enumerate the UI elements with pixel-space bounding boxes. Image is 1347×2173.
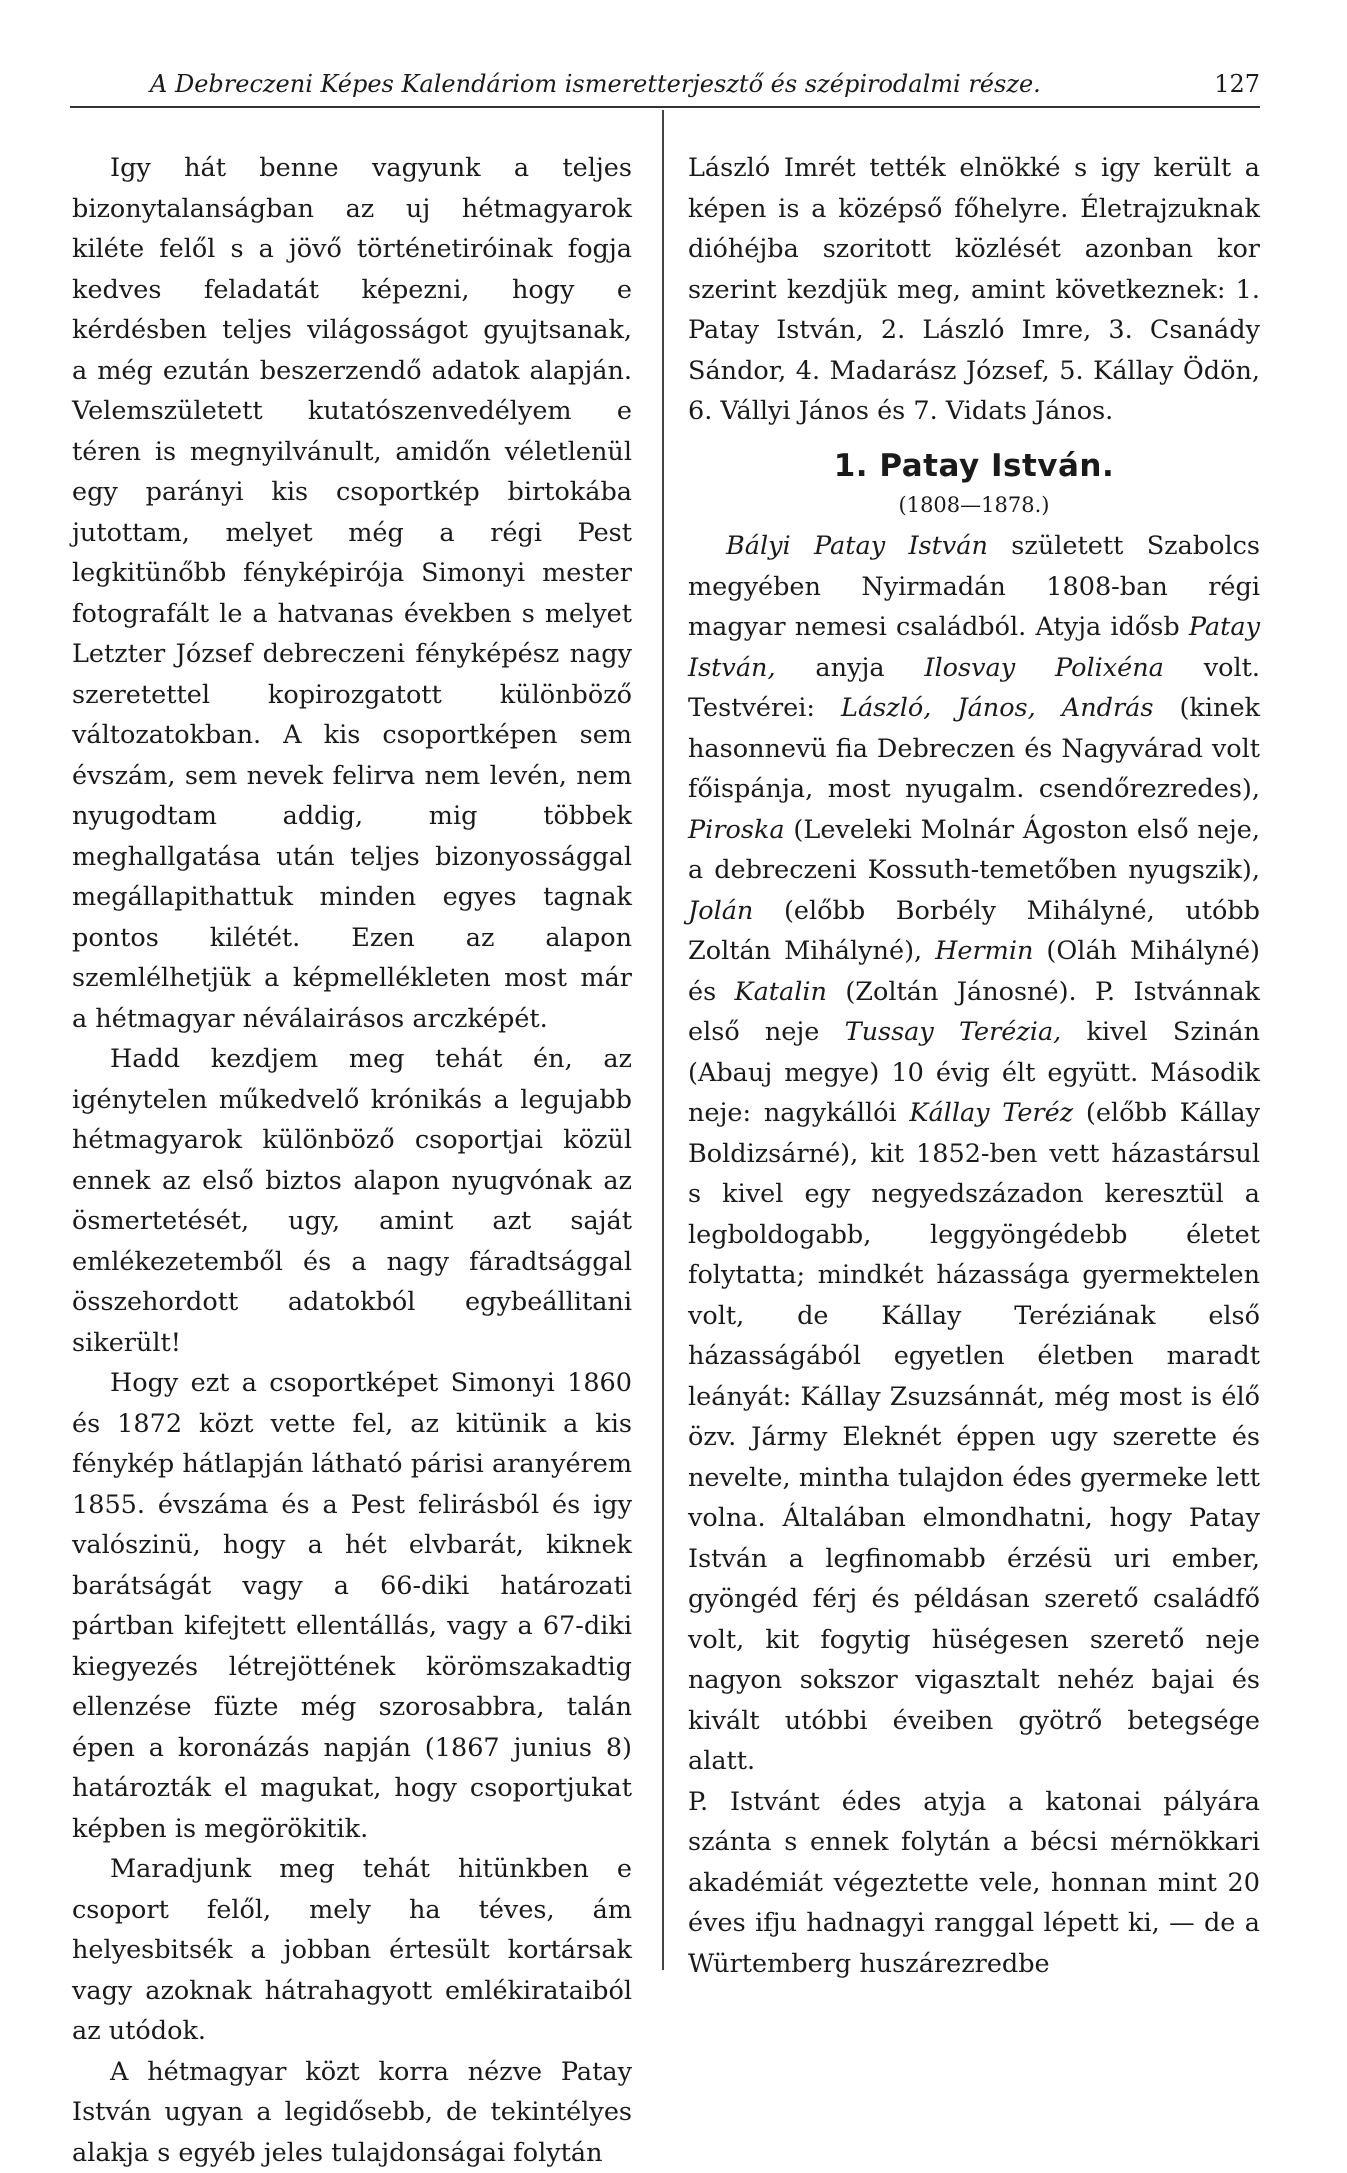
paragraph: P. Istvánt édes atyja a katonai pályára szánta s ennek folytán a bécsi mérnökkari akadémiát végeztette vele, honnan mint 20 éves ifju hadnagyi ranggal lépett ki, — de a Würtemberg huszárezredbe (688, 1782, 1260, 1985)
text-run: (kinek hasonnevü fia Debreczen és Nagyvárad volt főispánja, most nyugalm. csendőrezredes), (688, 693, 1260, 804)
text-run: (Oláh Mihályné) és (688, 936, 1260, 1007)
text-run: (előbb Borbély Mihályné, utóbb Zoltán Mihályné), (688, 896, 1260, 967)
paragraph-biography (688, 526, 1260, 1782)
paragraph: László Imrét tették elnökké s igy került a képen is a középső főhelyre. Életrajzuknak dióhéjba szoritott közlését azonban kor szerint kezdjük meg, amint következnek: 1. Patay István, 2. László Imre, 3. Csanády Sándor, 4. Madarász József, 5. Kállay Ödön, 6. Vállyi János és 7. Vidats János. (688, 148, 1260, 432)
text-run: (előbb Kállay Boldizsárné), kit 1852-ben vett házastársul s kivel egy negyedszázadon keresztül a legboldogabb, leggyöngédebb életet folytatta; mindkét házassága gyermektelen volt, de Kállay Teréziának első házasságából egyetlen életben maradt leányát: Kállay Zsuzsánnát, még most is élő özv. Jármy Eleknét éppen ugy szerette és nevelte, mintha tulajdon édes gyermeke lett volna. Általában elmondhatni, hogy Patay István a legfinomabb érzésü uri ember, gyöngéd férj és példásan szerető családfő volt, kit fogytig hüségesen szerető neje nagyon sokszor vigasztalt nehéz bajai és kivált utóbbi éveiben gyötrő betegsége alatt. (688, 1098, 1260, 1776)
italic-name: Piroska (688, 815, 785, 845)
text-run: (Leveleki Molnár Ágoston első neje, a debreczeni Kossuth-temetőben nyugszik), (688, 815, 1260, 886)
page-number: 127 (1214, 70, 1260, 98)
right-column (688, 148, 1260, 1984)
italic-name: László, János, András (841, 693, 1153, 723)
italic-name: Jolán (688, 896, 753, 926)
column-divider (662, 110, 664, 1970)
paragraph: Hadd kezdjem meg tehát én, az igénytelen műkedvelő krónikás a legujabb hétmagyarok különböző csoportjai közül ennek az első biztos alapon nyugvónak az ösmertetését, ugy, amint azt saját emlékezetemből és a nagy fáradtsággal összehordott adatokból egybeállitani sikerült! (72, 1039, 632, 1363)
text-run: volt. Testvérei: (688, 653, 1260, 724)
left-column (72, 148, 632, 2173)
section-heading: 1. Patay István. (688, 446, 1260, 487)
text-run: kivel Szinán (Abauj megye) 10 évig élt együtt. Második neje: nagykállói (688, 1017, 1260, 1128)
text-run: anyja (776, 653, 925, 683)
section-years: (1808—1878.) (688, 490, 1260, 520)
text-run: (Zoltán Jánosné). P. Istvánnak első neje (688, 977, 1260, 1048)
italic-name: Kállay Teréz (909, 1098, 1073, 1128)
italic-name: Tussay Terézia, (845, 1017, 1062, 1047)
paragraph: Igy hát benne vagyunk a teljes bizonytalanságban az uj hétmagyarok kiléte felől s a jövő történetiróinak fogja kedves feladatát képezni, hogy e kérdésben teljes világosságot gyujtsanak, a még ezután beszerzendő adatok alapján. Velemszületett kutatószenvedélyem e téren is megnyilvánult, amidőn véletlenül egy parányi kis csoportkép birtokába jutottam, melyet még a régi Pest legkitünőbb fényképirója Simonyi mester fotografált le a hatvanas években s melyet Letzter József debreczeni fényképész nagy szeretettel kopirozgatott különböző változatokban. A kis csoportképen sem évszám, sem nevek felirva nem levén, nem nyugodtam addig, mig többek meghallgatása után teljes bizonyossággal megállapithattuk minden egyes tagnak pontos kilétét. Ezen az alapon szemlélhetjük a képmellékleten most már a hétmagyar néválairásos arczképét. (72, 148, 632, 1039)
italic-name: Hermin (935, 936, 1033, 966)
italic-name: Patay István, (688, 612, 1260, 683)
header-title: A Debreczeni Képes Kalendáriom ismeretterjesztő és szépirodalmi része. (150, 70, 1041, 98)
italic-name: Bályi Patay István (726, 531, 988, 561)
paragraph: Hogy ezt a csoportképet Simonyi 1860 és 1872 közt vette fel, az kitünik a kis fénykép hátlapján látható párisi aranyérem 1855. évszáma és a Pest felirásból és igy valószinü, hogy a hét elvbarát, kiknek barátságát vagy a 66-diki határozati pártban kifejtett ellentállás, vagy a 67-diki kiegyezés létrejöttének körömszakadtig ellenzése füzte még szorosabbra, talán épen a koronázás napján (1867 junius 8) határozták el magukat, hogy csoportjukat képben is megörökitik. (72, 1363, 632, 1849)
paragraph: Maradjunk meg tehát hitünkben e csoport felől, mely ha téves, ám helyesbitsék a jobban értesült kortársak vagy azoknak hátrahagyott emlékirataiból az utódok. (72, 1849, 632, 2052)
running-header (150, 70, 1260, 98)
paragraph: A hétmagyar közt korra nézve Patay István ugyan a legidősebb, de tekintélyes alakja s egyéb jeles tulajdonságai folytán (72, 2052, 632, 2173)
italic-name: Ilosvay Polixéna (924, 653, 1163, 683)
italic-name: Katalin (735, 977, 827, 1007)
text-run: született Szabolcs megyében Nyirmadán 1808-ban régi magyar nemesi családból. Atyja idősb (688, 531, 1260, 642)
header-rule (70, 106, 1260, 108)
